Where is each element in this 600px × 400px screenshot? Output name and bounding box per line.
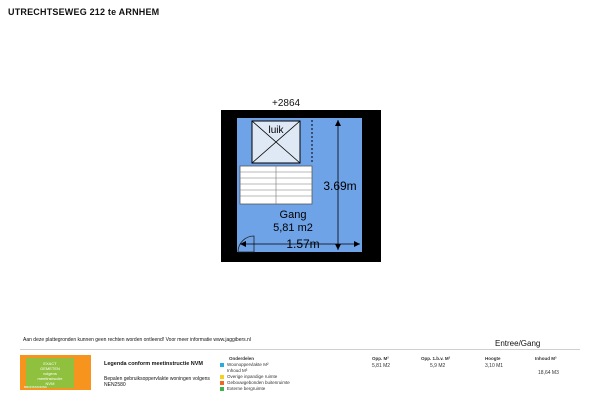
elevation-label: +2864 (272, 98, 301, 109)
height-dimension-label: 3.69m (323, 179, 357, 193)
legend-bergruimte: Externe bergruimte (227, 386, 266, 391)
swatch-woonoppervlakte (220, 363, 224, 367)
col-onderdelen: Onderdelen (229, 356, 255, 361)
room-area: 5,81 m2 (273, 222, 313, 234)
legend-woonoppervlakte: Woonoppervlakte M² (227, 362, 269, 367)
width-dimension-label: 1.57m (286, 237, 320, 251)
swatch-buitenruimte (220, 381, 224, 385)
value-opp: 5,81 M2 (372, 363, 391, 369)
section-label: Entree/Gang (495, 339, 541, 348)
col-inhoud: Inhoud M³ (535, 356, 557, 361)
staircase (240, 166, 312, 204)
col-hoogte: Hoogte (485, 356, 501, 361)
swatch-bergruimte (220, 387, 224, 391)
hatch-label: luik (268, 125, 284, 136)
value-hoogte: 3,10 M1 (485, 363, 504, 369)
page-title: UTRECHTSEWEG 212 te ARNHEM (8, 7, 160, 17)
badge-text: EXACT GEMETEN volgens meetinstructie NVM (37, 361, 63, 386)
legend-title: Legenda conform meetinstructie NVM (104, 361, 204, 367)
value-inhoud: 18,64 M3 (538, 370, 559, 376)
legend-inhoud: Inhoud M³ (227, 368, 248, 373)
col-opp-bv: Opp. 1.b.v. M² (421, 356, 451, 361)
swatch-overige (220, 375, 224, 379)
legend-subtitle: Bepalen gebruiksoppervlakte woningen volgens NEN2580 (104, 376, 210, 388)
col-opp: Opp. M² (372, 356, 389, 361)
room-name: Gang (279, 209, 307, 221)
badge-footer: BRONSTANDSD (24, 385, 47, 389)
legend-buitenruimte: Gebouwgebonden buitenruimte (227, 380, 290, 385)
disclaimer: Aan deze plattegronden kunnen geen rechten worden ontleend! Voor meer informatie www.jaggibers.nl (23, 337, 251, 343)
legend-overige: Overige inpandige ruimte (227, 374, 278, 379)
exact-gemeten-badge (20, 355, 91, 390)
value-opp-bv: 5,9 M2 (430, 363, 446, 369)
